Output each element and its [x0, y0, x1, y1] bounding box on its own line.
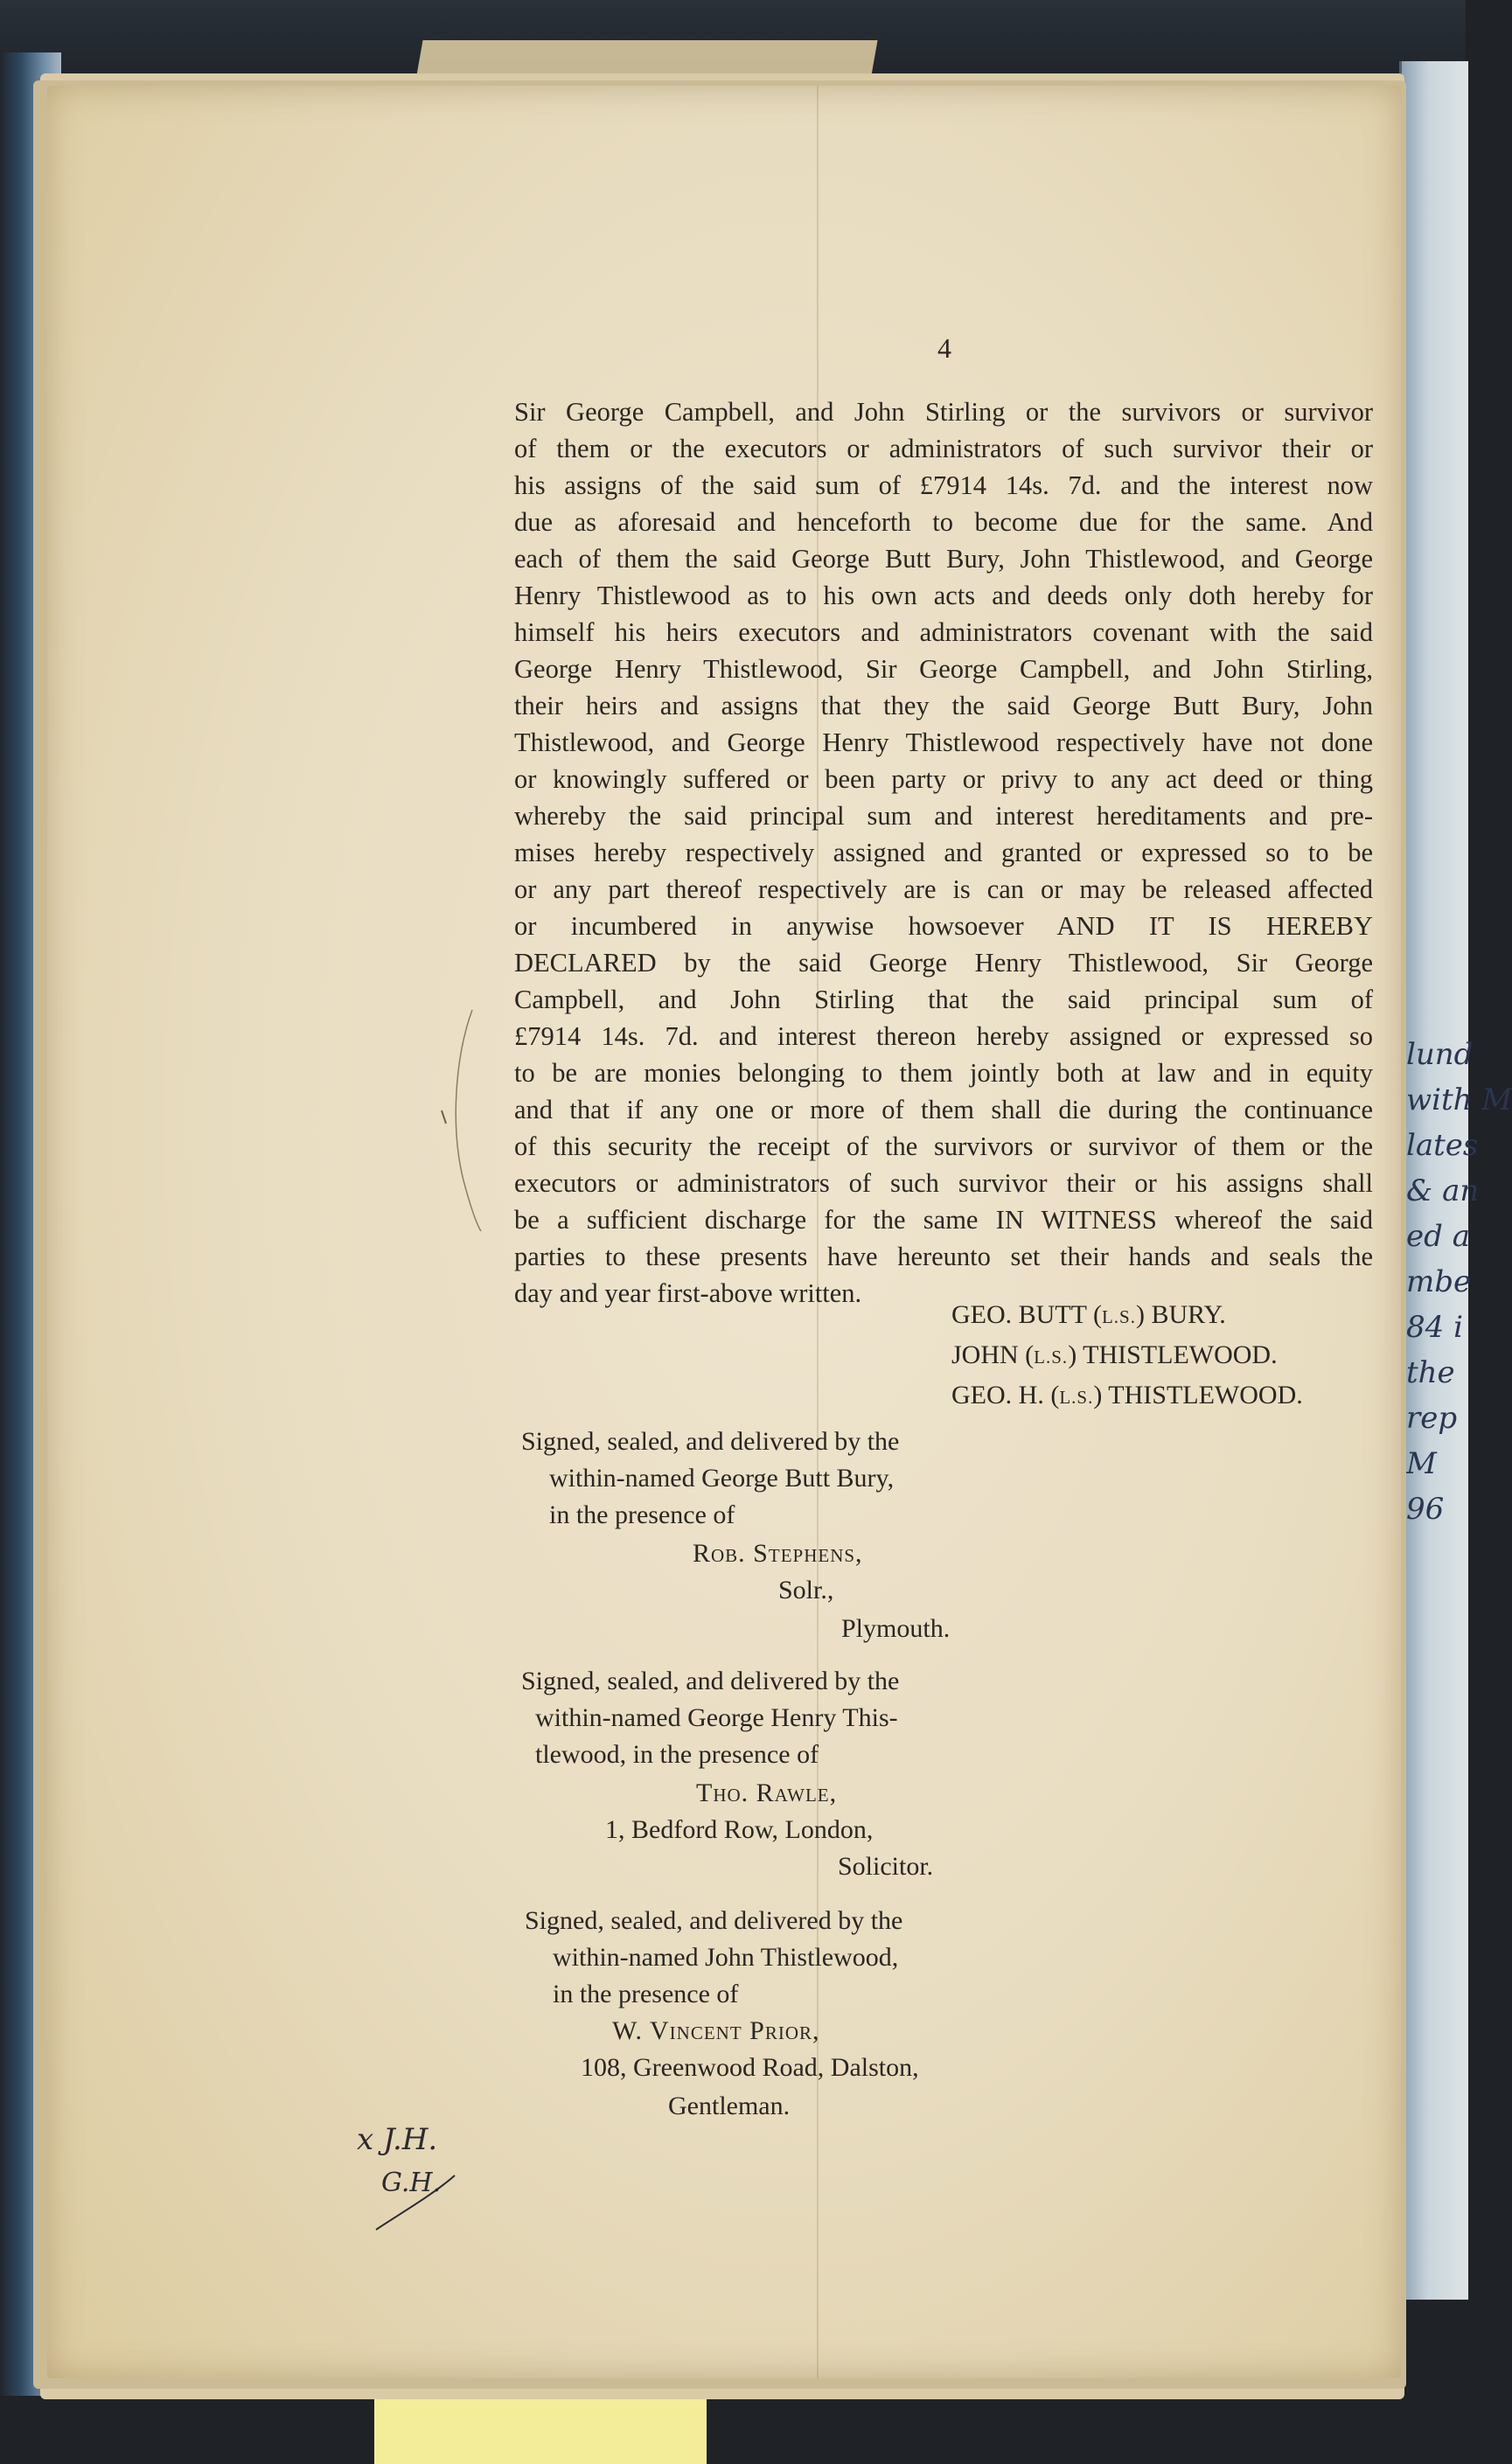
deed-text-line: mises hereby respectively assigned and granted or expressed so to be — [514, 838, 1373, 867]
right-fragment: M — [1406, 1446, 1437, 1481]
right-fragment: rep — [1406, 1401, 1458, 1436]
margin-pencil-mark — [437, 1006, 490, 1233]
deed-text-line: £7914 14s. 7d. and interest thereon hereby assigned or expressed so — [514, 1021, 1373, 1051]
attestation-line: within-named George Butt Bury, — [549, 1464, 895, 1493]
right-fragment: lund — [1406, 1037, 1474, 1072]
deed-text-line: of this security the receipt of the survivors or survivor of them or the — [514, 1131, 1373, 1161]
attestation-line: tlewood, in the presence of — [535, 1740, 819, 1769]
deed-text-line: his assigns of the said sum of £7914 14s. 7d. and the interest now — [514, 470, 1373, 500]
witness-detail: Solicitor. — [838, 1852, 934, 1881]
handwritten-initials-mark — [350, 2107, 472, 2230]
witness-detail: 108, Greenwood Road, Dalston, — [581, 2053, 919, 2082]
deed-text-line: himself his heirs executors and administrators covenant with the said — [514, 617, 1373, 647]
right-fragment: lates — [1406, 1128, 1479, 1163]
initials-line-1: x J.H. — [357, 2122, 438, 2157]
deed-text-line: due as aforesaid and henceforth to become due for the same. And — [514, 507, 1373, 537]
torn-paper-top — [416, 40, 877, 75]
deed-text-line: parties to these presents have hereunto set their hands and seals the — [514, 1242, 1373, 1271]
deed-body-text — [514, 393, 1373, 1312]
deed-text-line: Thistlewood, and George Henry Thistlewood respectively have not done — [514, 727, 1373, 757]
page-number: 4 — [937, 332, 951, 364]
right-fragment: & an — [1406, 1173, 1480, 1208]
attestation-line: within-named John Thistlewood, — [553, 1943, 899, 1972]
deed-text-line: or any part thereof respectively are is can or may be released affected — [514, 874, 1373, 904]
signature-block — [951, 1296, 1303, 1416]
deed-text-line: their heirs and assigns that they the said George Butt Bury, John — [514, 691, 1373, 720]
signature-line: JOHN (L.S.) THISTLEWOOD. — [951, 1340, 1278, 1369]
right-sheet-handwriting — [1406, 1032, 1512, 1527]
witness-name: Tho. Rawle, — [696, 1778, 838, 1807]
deed-text-line: and that if any one or more of them shall die during the continuance — [514, 1095, 1373, 1124]
deed-text-line: or incumbered in anywise howsoever AND IT IS HEREBY — [514, 911, 1373, 941]
deed-text-line: day and year first-above written. — [514, 1278, 862, 1308]
witness-detail: Plymouth. — [841, 1614, 951, 1643]
witness-name: Rob. Stephens, — [693, 1539, 863, 1568]
deed-text-line: Sir George Campbell, and John Stirling or the survivors or survivor — [514, 397, 1373, 427]
deed-text-line: executors or administrators of such survivor their or his assigns shall — [514, 1168, 1373, 1198]
deed-text-line: Henry Thistlewood as to his own acts and deeds only doth hereby for — [514, 581, 1373, 610]
right-fragment: 84 i — [1406, 1310, 1463, 1345]
right-fragment: mbe — [1406, 1264, 1472, 1299]
deed-text-line: DECLARED by the said George Henry Thistlewood, Sir George — [514, 948, 1373, 978]
deed-text-line: George Henry Thistlewood, Sir George Campbell, and John Stirling, — [514, 654, 1373, 684]
signature-line: GEO. H. (L.S.) THISTLEWOOD. — [951, 1381, 1303, 1409]
right-fragment: 96 — [1406, 1492, 1445, 1527]
right-fragment: ed a — [1406, 1219, 1470, 1254]
attestation-line: in the presence of — [549, 1500, 735, 1529]
deed-text-line: or knowingly suffered or been party or privy to any act deed or thing — [514, 764, 1373, 794]
deed-text-line: to be are monies belonging to them jointly both at law and in equity — [514, 1058, 1373, 1088]
deed-text-line: be a sufficient discharge for the same IN WITNESS whereof the said — [514, 1205, 1373, 1235]
witness-detail: Solr., — [778, 1576, 834, 1604]
attestation-line: Signed, sealed, and delivered by the — [521, 1427, 900, 1456]
attestation-line: Signed, sealed, and delivered by the — [525, 1906, 903, 1935]
deed-text-line: of them or the executors or administrators of such survivor their or — [514, 434, 1373, 463]
signature-line: GEO. BUTT (L.S.) BURY. — [951, 1300, 1226, 1329]
initials-line-2: G.H. — [381, 2168, 442, 2198]
right-fragment: with M — [1406, 1082, 1512, 1117]
deed-text-line: whereby the said principal sum and interest hereditaments and pre- — [514, 801, 1373, 831]
witness-detail: 1, Bedford Row, London, — [605, 1815, 874, 1844]
attestation-line: within-named George Henry This- — [535, 1703, 898, 1732]
attestation-line: Signed, sealed, and delivered by the — [521, 1667, 900, 1695]
deed-text-line: Campbell, and John Stirling that the said principal sum of — [514, 985, 1373, 1014]
attestation-line: in the presence of — [553, 1980, 739, 2008]
witness-detail: Gentleman. — [668, 2092, 791, 2120]
deed-text-line: each of them the said George Butt Bury, John Thistlewood, and George — [514, 544, 1373, 574]
witness-name: W. Vincent Prior, — [612, 2016, 820, 2045]
right-fragment: the — [1406, 1355, 1455, 1390]
